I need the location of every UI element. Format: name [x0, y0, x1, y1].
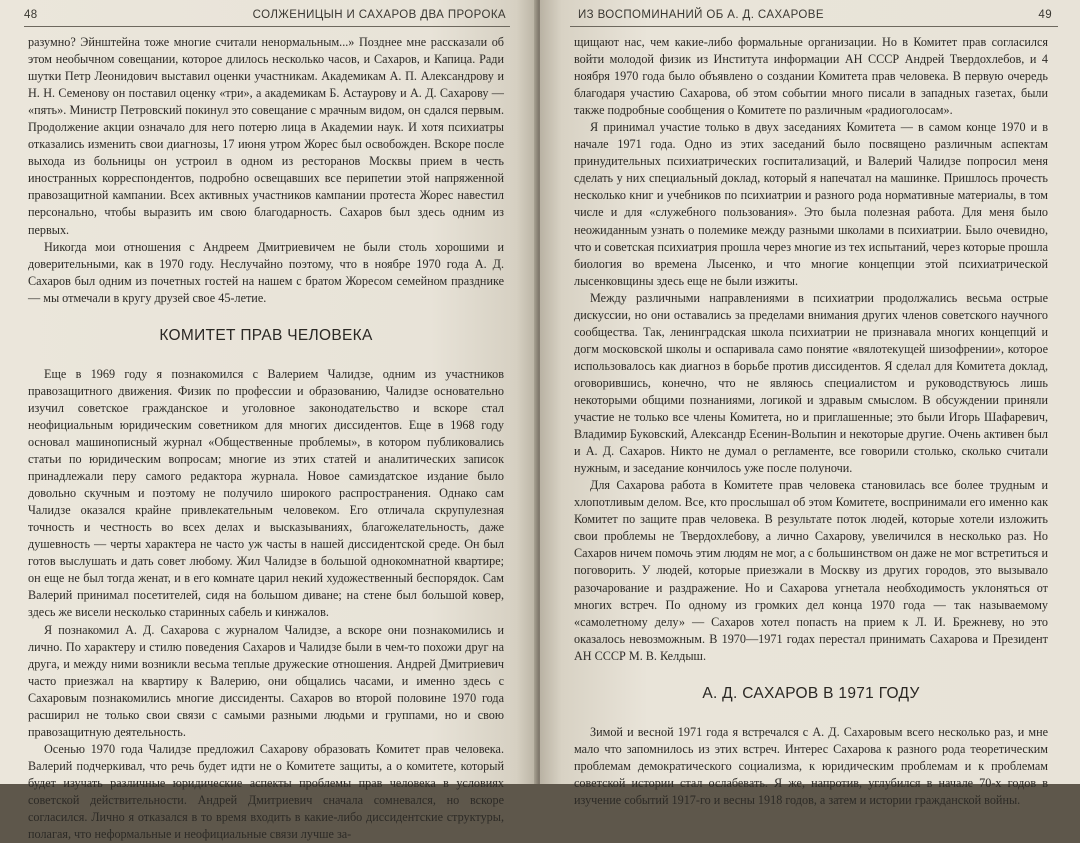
left-page-text [28, 34, 504, 843]
paragraph: щищают нас, чем какие-либо формальные организации. Но в Комитет прав согласился войти молодой физик из Института информации АН СССР Андрей Твердохлебов, и 4 ноября 1970 года было объявлено о создании Комитета прав человека. В первую очередь благодаря участию Сахарова, об этом событии много писали в западных газетах, были также подробные сообщения о Комитете по различным «радиоголосам». [574, 35, 1048, 118]
right-running-title: ИЗ ВОСПОМИНАНИЙ ОБ А. Д. САХАРОВЕ [578, 9, 824, 21]
right-page [540, 0, 1080, 807]
left-page-number: 48 [24, 9, 38, 21]
paragraph: Еще в 1969 году я познакомился с Валерием Чалидзе, одним из участников правозащитного движения. Физик по профессии и образованию, Чалидзе основательно изучил советское гражданское и уголовное законодательство и вскоре стал неофициальным юридическим советником для многих диссидентов. Еще в 1968 году основал машинописный журнал «Общественные проблемы», в котором публиковались статьи по юридическим вопросам; многие из этих статей и аналитических записок принадлежали перу самого редактора журнала. Новое самиздатское издание было довольно скучным и поэтому не получило широкого распространения. Однако сам Чалидзе оказался крайне привлекательным человеком. Его отличала скрупулезная точность и честность во всех делах и высказываниях, благожелательность, даже душевность — черты характера не часто уж часты в нашей диссидентской среде. Он был готов выслушать и дать совет любому. Жил Чалидзе в большой однокомнатной квартире; он еще не был тогда женат, и в его комнате царил некий художественный беспорядок. Сам Валерий принимал посетителей, сидя на большом диване; на стене был большой ковер, здесь же висели несколько старинных сабель и кинжалов. [28, 366, 504, 620]
paragraph: Никогда мои отношения с Андреем Дмитриевичем не были столь хорошими и доверительными, как в 1970 году. Неслучайно поэтому, что в ноябре 1970 года А. Д. Сахаров был одним из почетных гостей на нашем с братом Жоресом семейном празднике — мы отмечали в кругу друзей свое 45-летие. [28, 239, 504, 305]
right-page-text [574, 34, 1048, 809]
paragraph: Осенью 1970 года Чалидзе предложил Сахарову образовать Комитет прав человека. Валерий подчеркивал, что речь будет идти не о Комитете защиты, а о комитете, который будет изучать различные юридические аспекты проблемы прав человека в условиях советской действительности. Андрей Дмитриевич сначала сомневался, но вскоре согласился. Лично я отказался в то время входить в какие-либо диссидентские структуры, полагая, что неформальные и неофициальные связи лучше за- [28, 741, 504, 842]
section-heading-sakharov-1971: А. Д. САХАРОВ В 1971 ГОДУ [702, 684, 920, 702]
paragraph: разумно? Эйнштейна тоже многие считали ненормальным...» Позднее мне рассказали об этом необычном совещании, которое длилось несколько часов, и Сахаров, и Капица. Ради шутки Петр Леонидович выставил оценки участникам. Академикам А. П. Александрову и Н. Н. Семенову он поставил оценку «три», а академикам Б. Астаурову и А. Д. Сахарову — «пять». Министр Петровский покинул это совещание с мрачным видом, он сдался первым. Продолжение акции означало для него потерю лица в Академии наук. И хотя психиатры отказались изменить свои диагнозы, 17 июня утром Жорес был освобожден. Вскоре после выхода из больницы он устроил в одном из ресторанов Москвы прием в честь иностранных корреспондентов, подробно освещавших все перипетии этой напряженной правозащитной кампании. Всех активных участников кампании протеста Жорес навестил персонально, чтобы выразить им свою благодарность. Сахаров был здесь одним из первых. [28, 35, 504, 237]
paragraph: Я принимал участие только в двух заседаниях Комитета — в самом конце 1970 и в начале 1971 года. Одно из этих заседаний было посвящено различным аспектам принудительных психиатрических госпитализаций, и Валерий Чалидзе попросил меня сделать у них специальный доклад, который я напечатал на машинке. Пришлось прочесть несколько книг и учебников по психиатрии и разного рода нормативные материалы, в том числе и для «служебного пользования». Это была полезная работа. Для меня было неожиданным узнать о полемике между разными школами в психиатрии. Было очевидно, что и советская психиатрия прошла через многие из тех испытаний, через которые прошла биология во времена Лысенко, и что многие концепции этой психиатрической лысенковщины здесь еще не были изжиты. [574, 120, 1048, 288]
right-page-number: 49 [1038, 9, 1052, 21]
paragraph: Зимой и весной 1971 года я встречался с А. Д. Сахаровым всего несколько раз, и мне мало что запомнилось из этих встреч. Интерес Сахарова к разного рода теоретическим проблемам демократического социализма, к юридическим проблемам и к проблемам советской истории стал ослабевать. Я же, напротив, углубился в начале 70-х годов в изучение событий 1917-го и весны 1918 годов, а затем и истории гражданской войны. [574, 724, 1048, 807]
left-running-title: СОЛЖЕНИЦЫН И САХАРОВ ДВА ПРОРОКА [252, 9, 506, 21]
paragraph: Я познакомил А. Д. Сахарова с журналом Чалидзе, а вскоре они познакомились и лично. По характеру и стилю поведения Сахаров и Чалидзе были в чем-то похожи друг на друга, и между ними возникли весьма теплые дружеские отношения. Андрей Дмитриевич часто приезжал на квартиру к Валерию, они общались часами, и именно здесь с Сахаровым познакомились многие диссиденты. Сахаров во второй половине 1970 года расширил не только свои связи с самыми разными людьми и группами, но и свою правозащитную деятельность. [28, 622, 504, 739]
paragraph: Для Сахарова работа в Комитете прав человека становилась все более трудным и хлопотливым делом. Все, кто прослышал об этом Комитете, воспринимали его именно как Комитет по защите прав человека. В результате поток людей, которые хотели изложить свои проблемы не Твердохлебову, а лично Сахарову, увеличился в несколько раз. Но Сахаров ничем помочь этим людям не мог, а с большинством он даже не мог встретиться и поговорить. У людей, которые приезжали в Москву из других городов, это вызывало разочарование и раздражение. Но и Сахарова угнетала необходимость уклоняться от многих встреч. По одному из громких дел конца 1970 года — так называемому «самолетному делу» — Сахаров хотел попасть на прием к Л. И. Брежневу, но это оказалось невозможным. В 1970—1971 годах перестал принимать Сахарова и Президент АН СССР М. В. Келдыш. [574, 478, 1048, 663]
section-heading-human-rights-committee: КОМИТЕТ ПРАВ ЧЕЛОВЕКА [159, 326, 373, 344]
right-running-head [570, 6, 1058, 27]
left-running-head [24, 6, 510, 27]
paragraph: Между различными направлениями в психиатрии продолжались весьма острые дискуссии, но они оставались за пределами внимания других членов советского научного сообщества. Так, ленинградская школа психиатрии не признавала многих концепций и догм московской школы и оспаривала само понятие «вялотекущей шизофрении», которое использовалось как диагноз в борьбе против диссидентов. Я сделал для Комитета доклад, оговорившись, конечно, что не являюсь специалистом и руководствуюсь лишь некоторыми общими познаниями, логикой и здравым смыслом. В обсуждении приняли участие не только все члены Комитета, но и приглашенные; это были Игорь Шафаревич, Владимир Буковский, Александр Есенин-Вольпин и некоторые другие. Очень активен был и А. Д. Сахаров. Никто не думал о регламенте, все говорили столько, сколько считали нужным, и заседание кончилось уже после полуночи. [574, 290, 1048, 476]
left-page [0, 0, 538, 842]
